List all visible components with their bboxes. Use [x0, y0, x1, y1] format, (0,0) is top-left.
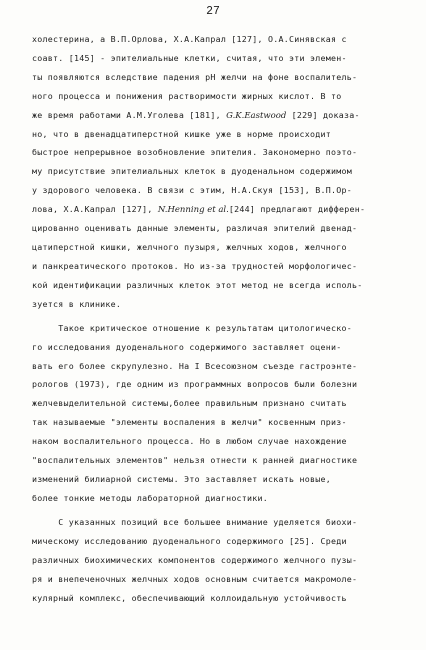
text-line	[32, 378, 357, 390]
text-segment: быстрое непрерывное возобновление эпителия. Закономерно поэто-	[32, 147, 358, 158]
text-segment: [244] предлагают дифферен-	[228, 204, 366, 215]
text-segment: и панкреатического протоков. Но из-за трудностей морфологичес-	[32, 260, 358, 271]
text-line	[32, 298, 121, 310]
text-segment: желчевыделительной системы,более правильным признано считать	[32, 398, 347, 409]
text-segment: различных биохимических компонентов содержимого желчного пузы-	[32, 554, 358, 565]
text-line	[32, 454, 357, 466]
text-line	[32, 146, 357, 158]
text-segment: холестерина, а В.П.Орлова, Х.А.Капрал [127], О.А.Синявская с	[32, 34, 347, 44]
text-segment: мическому исследованию дуоденального содержимого [25]. Среди	[32, 535, 347, 546]
text-segment: более тонкие методы лабораторной диагностики.	[32, 492, 269, 503]
text-line	[32, 416, 347, 428]
text-segment: вать его более скрупулезно. На I Всесоюзном съезде гастроэнте-	[32, 360, 358, 371]
text-line	[32, 473, 331, 485]
text-segment: так называемые "элементы воспаления в желчи" косвенным приз-	[32, 417, 347, 428]
text-line	[32, 279, 362, 291]
text-line	[32, 90, 341, 102]
text-line	[32, 165, 352, 177]
handwritten-citation: N.Henning et al.	[157, 205, 229, 216]
text-segment: рологов (1973), где одним из программных вопросов были болезни	[32, 379, 358, 390]
text-line	[32, 222, 357, 234]
text-segment: ного процесса и понижения растворимости жирных кислот. В то	[32, 90, 342, 101]
text-segment: у здорового человека. В связи с этим, Н.А.Скуя [153], В.П.Ор-	[32, 185, 352, 196]
text-line	[32, 33, 347, 45]
text-segment: Такое критическое отношение к результатам цитологическо-	[32, 322, 352, 333]
text-segment: же время работами А.М.Уголева [181],	[32, 109, 227, 120]
text-segment: зуется в клинике.	[32, 298, 122, 309]
page-number: 27	[206, 5, 220, 18]
text-line	[32, 516, 357, 528]
text-segment: соавт. [145] - эпителиальные клетки, считая, что эти элемен-	[32, 52, 347, 63]
handwritten-citation: G.K.Eastwood	[226, 110, 287, 121]
text-segment: му присутствие эпителиальных клеток в дуоденальном содержимом	[32, 166, 352, 177]
text-line	[32, 203, 365, 216]
text-line	[32, 71, 357, 83]
text-line	[32, 435, 347, 447]
text-segment: [229] доказа-	[286, 109, 360, 120]
text-line	[32, 360, 357, 372]
text-line	[32, 184, 352, 196]
text-line	[32, 241, 347, 253]
text-segment: цированно оценивать данные элементы, различая эпителий двенад-	[32, 223, 358, 233]
text-line	[32, 492, 268, 504]
text-segment: цатиперстной кишки, желчного пузыря, желчных ходов, желчного	[32, 241, 347, 252]
text-line	[32, 322, 352, 334]
text-segment: "воспалительных элементов" нельзя отнести к ранней диагностике	[32, 455, 358, 465]
text-line	[32, 341, 341, 353]
text-line	[32, 260, 357, 272]
text-segment: но, что в двенадцатиперстной кишке уже в норме происходит	[32, 128, 331, 139]
text-segment: наком воспалительного процесса. Но в любом случае нахождение	[32, 436, 347, 447]
text-line	[32, 573, 357, 585]
text-segment: лова, Х.А.Капрал [127],	[32, 204, 158, 215]
text-segment: изменений билиарной системы. Это заставляет искать новые,	[32, 473, 331, 484]
text-line	[32, 554, 357, 566]
text-line	[32, 535, 347, 547]
text-segment: ря и внепеченочных желчных ходов основным считается макромоле-	[32, 573, 358, 584]
text-segment: ты появляются вследствие падения рН желчи на фоне воспалитель-	[32, 71, 358, 82]
text-line	[32, 397, 347, 409]
text-line	[32, 109, 360, 122]
text-segment: кулярный комплекс, обеспечивающий коллоидальную устойчивость	[32, 592, 347, 603]
text-segment: го исследования дуоденального содержимого заставляет оцени-	[32, 341, 342, 352]
text-segment: С указанных позиций все большее внимание уделяется биохи-	[32, 516, 358, 527]
text-line	[32, 128, 331, 140]
text-segment: кой идентификации различных клеток этот метод не всегда исполь-	[32, 279, 363, 290]
text-line	[32, 52, 347, 64]
text-line	[32, 592, 347, 604]
